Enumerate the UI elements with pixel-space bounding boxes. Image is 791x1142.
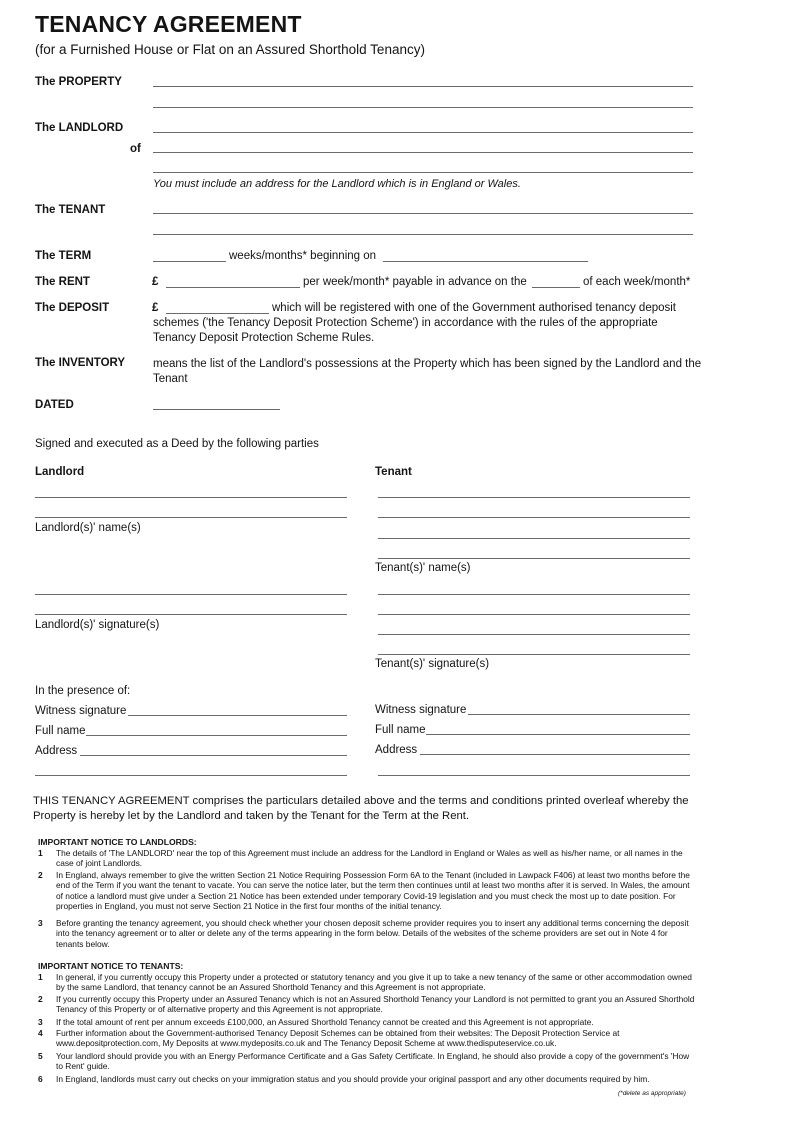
- notice-tenants-number-5: 5: [38, 1051, 43, 1061]
- notice-tenants-number-2: 2: [38, 994, 43, 1004]
- inventory-text: means the list of the Landlord's possessions at the Property which has been signed by the Landlord and the Tenant: [153, 358, 702, 385]
- agreement-statement: THIS TENANCY AGREEMENT comprises the particulars detailed above and the terms and conditions printed overleaf whereby the Property is hereby let by the Landlord and taken by the Tenant for the Term at the Rent.: [33, 795, 689, 822]
- landlord-line[interactable]: [153, 132, 693, 133]
- rent-day-line[interactable]: [532, 287, 580, 288]
- tenant-name-line-2[interactable]: [378, 517, 690, 518]
- notice-tenants-heading: IMPORTANT NOTICE TO TENANTS:: [38, 961, 184, 971]
- landlord-witness-signature-line[interactable]: [128, 715, 347, 716]
- landlord-address-line-2[interactable]: [153, 172, 693, 173]
- tenant-names-label: Tenant(s)' name(s): [375, 562, 471, 574]
- notice-landlords-item-1: The details of 'The LANDLORD' near the top of this Agreement must include an address for the Landlord in England or Wales as well as his/her name, or all names in the case of joint Landlords.: [56, 848, 683, 869]
- property-label: The PROPERTY: [35, 76, 122, 88]
- tenant-witness-address-label: Address: [375, 744, 418, 756]
- property-line-1[interactable]: [153, 86, 693, 87]
- tenant-witness-name-line[interactable]: [426, 734, 690, 735]
- rent-text-1: per week/month* payable in advance on the: [303, 276, 527, 288]
- tenant-signature-line-3[interactable]: [378, 634, 690, 635]
- tenant-signature-line-4[interactable]: [378, 654, 690, 655]
- term-text: weeks/months* beginning on: [229, 250, 377, 262]
- notice-landlords-item-3: Before granting the tenancy agreement, you should check whether your chosen deposit scheme provider requires you to insert any additional terms concerning the deposit into the tenancy agreement or to alter or delete any of the terms appearing in the form below. Details of the websites of the scheme providers are set out in Note 4 for tenants below.: [56, 918, 689, 949]
- tenant-name-line-4[interactable]: [378, 558, 690, 559]
- tenant-witness-signature-label: Witness signature: [375, 704, 467, 716]
- landlord-signatures-label: Landlord(s)' signature(s): [35, 619, 160, 631]
- rent-text-2: of each week/month*: [583, 276, 691, 288]
- deposit-currency: £: [152, 302, 159, 314]
- landlord-witness-address-line-2[interactable]: [35, 775, 347, 776]
- landlord-witness-address-label: Address: [35, 745, 78, 757]
- presence-label: In the presence of:: [35, 685, 131, 697]
- notice-landlords-number-2: 2: [38, 870, 43, 880]
- tenant-name-line-1[interactable]: [378, 497, 690, 498]
- document-subtitle: (for a Furnished House or Flat on an Assured Shorthold Tenancy): [35, 42, 425, 57]
- notice-tenants-item-1: In general, if you currently occupy this Property under a protected or statutory tenancy and you give it up to take a new tenancy of the same or other accommodation owned by the same Landlord, that tenancy cannot be an Assured Shorthold Tenancy and this Agreement is not appropriate.: [56, 972, 692, 993]
- landlord-heading: Landlord: [35, 466, 85, 478]
- landlord-witness-name-line[interactable]: [86, 735, 347, 736]
- tenant-signature-line-1[interactable]: [378, 594, 690, 595]
- tenant-heading: Tenant: [375, 466, 412, 478]
- address-note: You must include an address for the Landlord which is in England or Wales.: [153, 178, 521, 190]
- deposit-text-1: which will be registered with one of the Government authorised tenancy deposit: [272, 302, 677, 314]
- landlord-signature-line-2[interactable]: [35, 614, 347, 615]
- landlord-names-label: Landlord(s)' name(s): [35, 522, 141, 534]
- inventory-label: The INVENTORY: [35, 357, 126, 369]
- tenant-witness-name-label: Full name: [375, 724, 426, 736]
- notice-landlords-heading: IMPORTANT NOTICE TO LANDLORDS:: [38, 837, 197, 847]
- deposit-amount-line[interactable]: [166, 313, 269, 314]
- rent-currency: £: [152, 276, 159, 288]
- landlord-address-line-1[interactable]: [153, 152, 693, 153]
- term-duration-line[interactable]: [153, 261, 226, 262]
- landlord-witness-signature-label: Witness signature: [35, 705, 127, 717]
- notice-landlords-number-1: 1: [38, 848, 43, 858]
- tenant-witness-address-line-2[interactable]: [378, 775, 690, 776]
- tenant-label: The TENANT: [35, 204, 106, 216]
- tenant-name-line-3[interactable]: [378, 538, 690, 539]
- term-label: The TERM: [35, 250, 92, 262]
- landlord-witness-name-label: Full name: [35, 725, 86, 737]
- notice-tenants-item-5: Your landlord should provide you with an Energy Performance Certificate and a Gas Safety Certificate. In England, he should also provide a copy of the government's 'How to Rent' guide.: [56, 1051, 690, 1072]
- notice-tenants-item-2: If you currently occupy this Property under an Assured Tenancy which is not an Assured Shorthold Tenancy your Landlord is not permitted to grant you an Assured Shorthold Tenancy of this Property or of alternative property and this Agreement is not appropriate.: [56, 994, 695, 1015]
- deposit-text-3: Tenancy Deposit Protection Scheme Rules.: [153, 332, 375, 344]
- tenant-line-2[interactable]: [153, 234, 693, 235]
- rent-amount-line[interactable]: [166, 287, 300, 288]
- notice-tenants-item-4: Further information about the Government-authorised Tenancy Deposit Schemes can be obtained from their websites: The Deposit Protection Service at www.depositprotection.com, My Deposits at www.mydeposits.co.uk and The Tenancy Deposit Scheme at www.thedisputeservice.co.uk.: [56, 1028, 620, 1049]
- tenant-signature-line-2[interactable]: [378, 614, 690, 615]
- deposit-text-2: schemes ('the Tenancy Deposit Protection Scheme') in accordance with the rules of the appropriate: [153, 317, 658, 329]
- notice-tenants-number-1: 1: [38, 972, 43, 982]
- notice-landlords-item-2: In England, always remember to give the written Section 21 Notice Requiring Possession Form 6A to the Tenant (included in Lawpack F406) at least two months before the end of the Term if you want the tenant to vacate. You can serve the notice later, but the term then continues until at least two months after it is served. In Wales, the amount of notice a landlord must give under a Section 21 Notice has been extended under temporary Covid-19 legislation and you must check the most up to date position. For properties in England, you must not serve Section 21 Notice in the first four months of the initial tenancy.: [56, 870, 690, 912]
- tenant-witness-address-line-1[interactable]: [420, 754, 690, 755]
- landlord-witness-address-line-1[interactable]: [80, 755, 347, 756]
- dated-label: DATED: [35, 399, 74, 411]
- tenant-line-1[interactable]: [153, 213, 693, 214]
- delete-footnote: (*delete as appropriate): [618, 1090, 686, 1097]
- signing-intro: Signed and executed as a Deed by the following parties: [35, 438, 319, 450]
- term-start-line[interactable]: [383, 261, 588, 262]
- rent-label: The RENT: [35, 276, 90, 288]
- landlord-label: The LANDLORD: [35, 122, 124, 134]
- property-line-2[interactable]: [153, 107, 693, 108]
- landlord-name-line-2[interactable]: [35, 517, 347, 518]
- landlord-name-line-1[interactable]: [35, 497, 347, 498]
- tenant-signatures-label: Tenant(s)' signature(s): [375, 658, 490, 670]
- dated-line[interactable]: [153, 409, 280, 410]
- notice-tenants-item-3: If the total amount of rent per annum exceeds £100,000, an Assured Shorthold Tenancy cannot be created and this Agreement is not appropriate.: [56, 1017, 594, 1027]
- of-label: of: [130, 143, 141, 155]
- notice-tenants-item-6: In England, landlords must carry out checks on your immigration status and you should provide your original passport and any other documents required by him.: [56, 1074, 650, 1084]
- document-title: TENANCY AGREEMENT: [35, 11, 302, 37]
- deposit-label: The DEPOSIT: [35, 302, 110, 314]
- landlord-signature-line-1[interactable]: [35, 594, 347, 595]
- notice-tenants-number-6: 6: [38, 1074, 43, 1084]
- notice-tenants-number-4: 4: [38, 1028, 43, 1038]
- notice-landlords-number-3: 3: [38, 918, 43, 928]
- notice-tenants-number-3: 3: [38, 1017, 43, 1027]
- tenant-witness-signature-line[interactable]: [468, 714, 690, 715]
